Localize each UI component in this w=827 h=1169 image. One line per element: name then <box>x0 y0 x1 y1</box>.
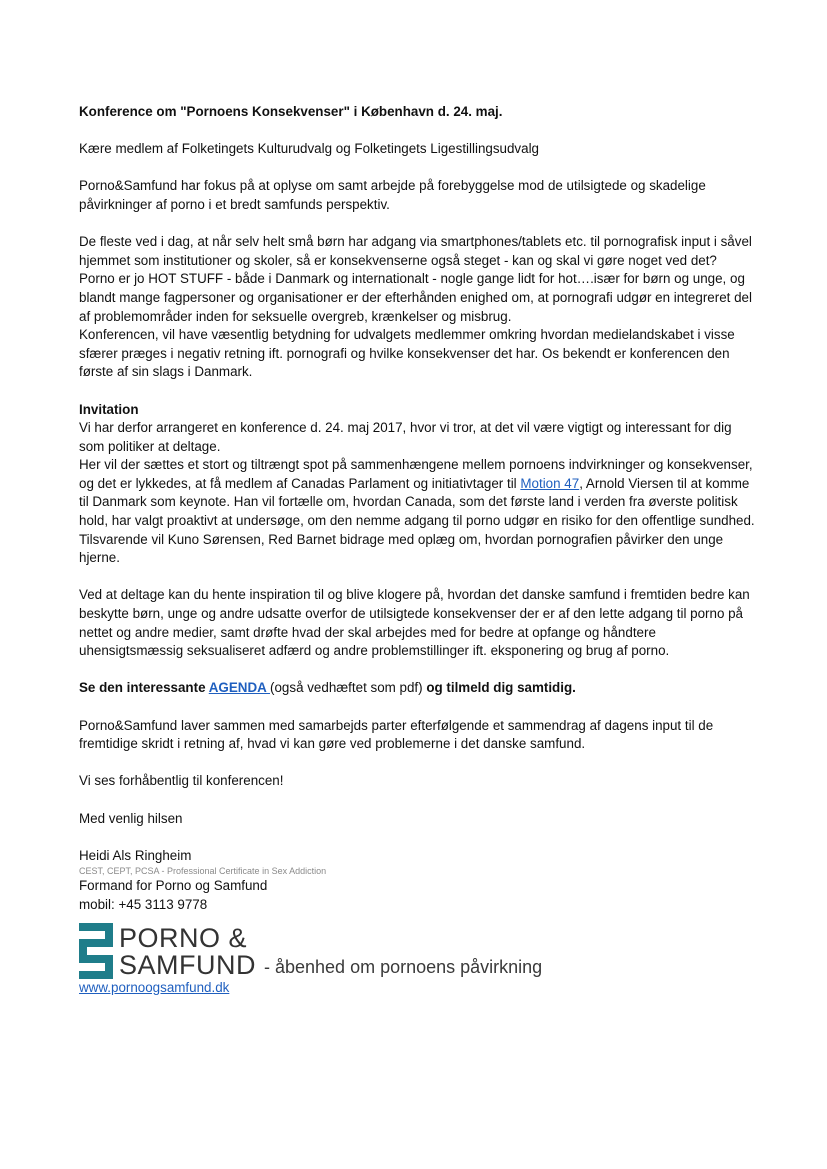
paragraph-see-you: Vi ses forhåbentlig til konferencen! <box>79 773 284 789</box>
website-link[interactable]: www.pornoogsamfund.dk <box>79 979 230 995</box>
organization-logo <box>79 919 759 979</box>
sender-phone: mobil: +45 3113 9778 <box>79 896 208 912</box>
sender-name: Heidi Als Ringheim <box>79 847 192 863</box>
paragraph-keynote: Her vil der sættes et stort og tiltrængt spot på sammenhængene mellem pornoens indvirkninger og konsekvenser, og det er lykkedes, at få medlem af Canadas Parlament og initiativtager til Motion 47, Arnold Viersen til at komme til Danmark som keynote. Han vil fortælle om, hvordan Canada, som det første land i verden fra øverste politisk hold, har valgt proaktivt at undersøge, om den nemme adgang til porno udgør en risiko for den offentlige sundhed. <box>79 457 755 529</box>
salutation: Kære medlem af Folketingets Kulturudvalg og Folketingets Ligestillingsudvalg <box>79 141 539 157</box>
logo-line-porno: PORNO & <box>119 922 248 953</box>
paragraph-inspiration: Ved at deltage kan du hente inspiration til og blive klogere på, hvordan det danske samfund i fremtiden bedre kan beskytte børn, unge og andre udsatte overfor de utilsigtede konsekvenser der er af den lette adgang til porno på nettet og andre medier, samt drøfte hvad der skal arbejdes med for bedre at opfange og håndtere uhensigtsmæssig seksualiseret adfærd og andre problemstillinger ift. eksponering og brug af porno. <box>79 587 750 659</box>
letter-title: Konference om "Pornoens Konsekvenser" i København d. 24. maj. <box>79 104 503 119</box>
closing: Med venlig hilsen <box>79 810 183 826</box>
paragraph-importance: Konferencen, vil have væsentlig betydning for udvalgets medlemmer omkring hvordan medielandskabet i visse sfærer præges i negativ retning ift. pornografi og hvilke konsekvenser det har. Os bekendt er konferencen den første af sin slags i Danmark. <box>79 327 735 380</box>
motion-47-link[interactable]: Motion 47 <box>520 475 580 491</box>
letter-body <box>79 103 759 997</box>
paragraph-agenda: Se den interessante AGENDA (også vedhæftet som pdf) og tilmeld dig samtidig. <box>79 680 576 696</box>
sender-certification: CEST, CEPT, PCSA - Professional Certificate in Sex Addiction <box>79 866 327 877</box>
paragraph-summary: Porno&Samfund laver sammen med samarbejds parter efterfølgende et sammendrag af dagens input til de fremtidige skridt i retning af, hvad vi kan gøre ved problemerne i det danske samfund. <box>79 717 714 752</box>
paragraph-access: De fleste ved i dag, at når selv helt små børn har adgang via smartphones/tablets etc. til pornografisk input i såvel hjemmet som institutioner og skoler, så er konsekvenserne også steget - kan og skal vi gøre noget ved det? <box>79 234 752 268</box>
sender-role: Formand for Porno og Samfund <box>79 878 268 894</box>
invitation-heading: Invitation <box>79 401 139 417</box>
paragraph-intro: Porno&Samfund har fokus på at oplyse om samt arbejde på forebyggelse mod de utilsigtede og skadelige påvirkninger af porno i et bredt samfunds perspektiv. <box>79 178 706 212</box>
paragraph-hot-stuff: Porno er jo HOT STUFF - både i Danmark og internationalt - nogle gange lidt for hot….især for børn og unge, og blandt mange fagpersoner og organisationer er der efterhånden enighed om, at pornografi udgør en integreret del af problemområder inden for seksuelle overgreb, krænkelser og misbrug. <box>79 271 752 324</box>
logo-line-samfund: SAMFUND <box>119 949 256 980</box>
porno-samfund-logo-mark-icon <box>79 923 113 979</box>
paragraph-red-barnet: Tilsvarende vil Kuno Sørensen, Red Barnet bidrage med oplæg om, hvordan pornografien påvirker den unge hjerne. <box>79 531 724 566</box>
logo-tagline: - åbenhed om pornoens påvirkning <box>264 956 543 977</box>
paragraph-conference-date: Vi har derfor arrangeret en konference d. 24. maj 2017, hvor vi tror, at det vil være vigtigt og interessant for dig som politiker at deltage. <box>79 420 732 454</box>
agenda-link[interactable]: AGENDA <box>208 680 271 696</box>
logo-wordmark <box>119 922 256 980</box>
